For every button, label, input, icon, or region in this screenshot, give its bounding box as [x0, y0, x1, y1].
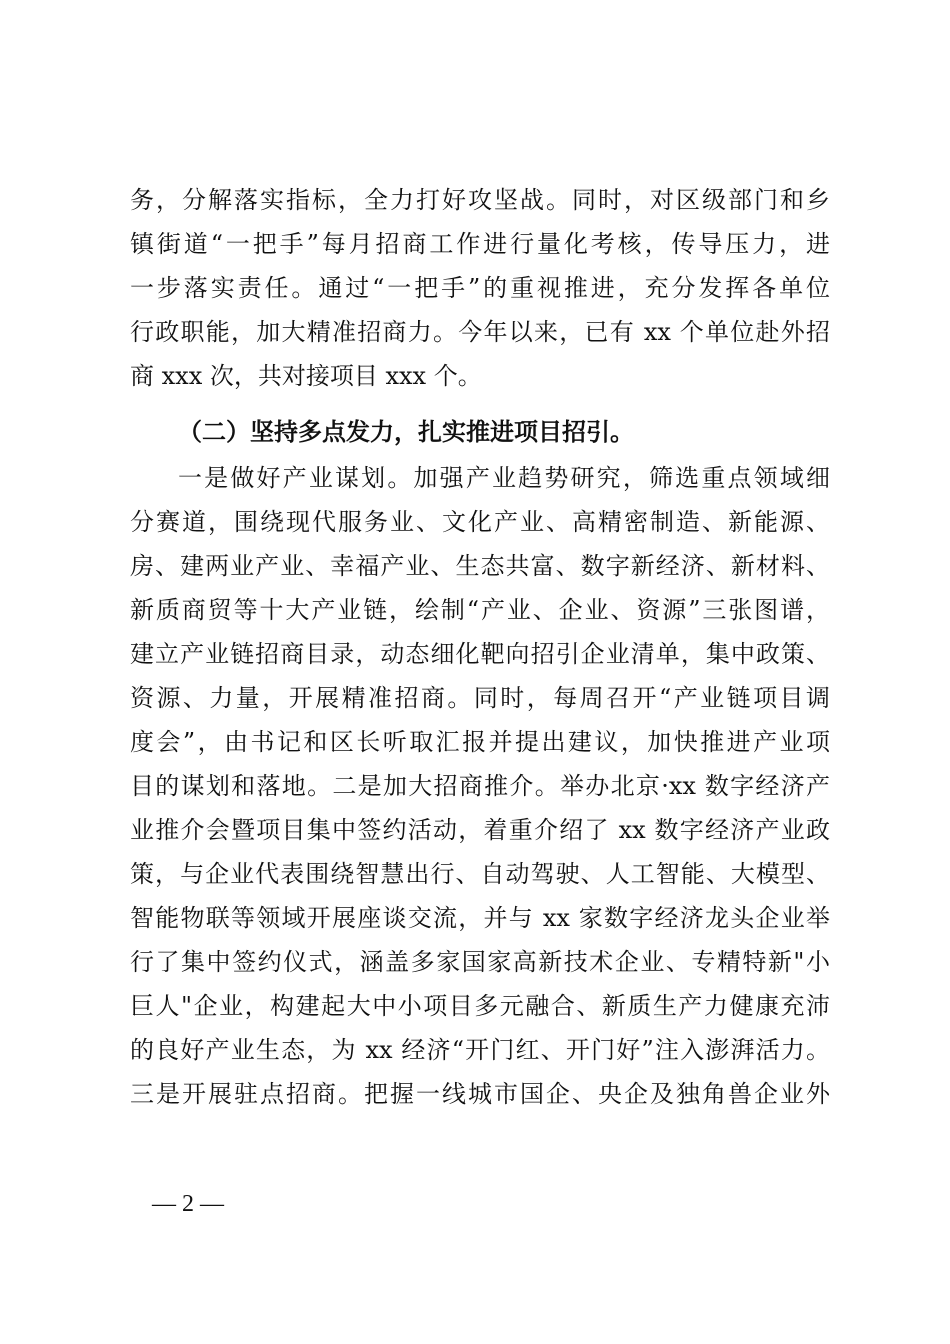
body-text-line: 建立产业链招商目录，动态细化靶向招引企业清单，集中政策、 — [130, 640, 830, 668]
body-text-line: 房、建两业产业、幸福产业、生态共富、数字新经济、新材料、 — [130, 552, 830, 580]
body-text-line: 一是做好产业谋划。加强产业趋势研究，筛选重点领域细 — [178, 464, 830, 492]
body-text-line: 三是开展驻点招商。把握一线城市国企、央企及独角兽企业外 — [130, 1080, 830, 1108]
body-text-line: 新质商贸等十大产业链，绘制“产业、企业、资源”三张图谱， — [130, 596, 830, 624]
body-text-line: 行政职能，加大精准招商力。今年以来，已有 xx 个单位赴外招 — [130, 318, 830, 346]
body-text-line: 行了集中签约仪式，涵盖多家国家高新技术企业、专精特新"小 — [130, 948, 830, 976]
body-text-line: 的良好产业生态，为 xx 经济“开门红、开门好”注入澎湃活力。 — [130, 1036, 830, 1064]
body-text-line: 商 xxx 次，共对接项目 xxx 个。 — [130, 362, 482, 390]
body-text-line: 镇街道“一把手”每月招商工作进行量化考核，传导压力，进 — [130, 230, 830, 258]
body-text-line: 巨人"企业，构建起大中小项目多元融合、新质生产力健康充沛 — [130, 992, 830, 1020]
body-text-line: 务，分解落实指标，全力打好攻坚战。同时，对区级部门和乡 — [130, 186, 830, 214]
page-number: — 2 — — [152, 1191, 224, 1217]
body-text-line: 策，与企业代表围绕智慧出行、自动驾驶、人工智能、大模型、 — [130, 860, 830, 888]
body-text-line: 智能物联等领域开展座谈交流，并与 xx 家数字经济龙头企业举 — [130, 904, 830, 932]
body-text-line: 分赛道，围绕现代服务业、文化产业、高精密制造、新能源、 — [130, 508, 830, 536]
body-text-line: 度会”，由书记和区长听取汇报并提出建议，加快推进产业项 — [130, 728, 830, 756]
body-text-line: 资源、力量，开展精准招商。同时，每周召开“产业链项目调 — [130, 684, 830, 712]
body-text-line: 业推介会暨项目集中签约活动，着重介绍了 xx 数字经济产业政 — [130, 816, 830, 844]
section-heading: （二）坚持多点发力，扎实推进项目招引。 — [178, 418, 634, 446]
body-text-line: 目的谋划和落地。二是加大招商推介。举办北京·xx 数字经济产 — [130, 772, 830, 800]
body-text-line: 一步落实责任。通过“一把手”的重视推进，充分发挥各单位 — [130, 274, 830, 302]
